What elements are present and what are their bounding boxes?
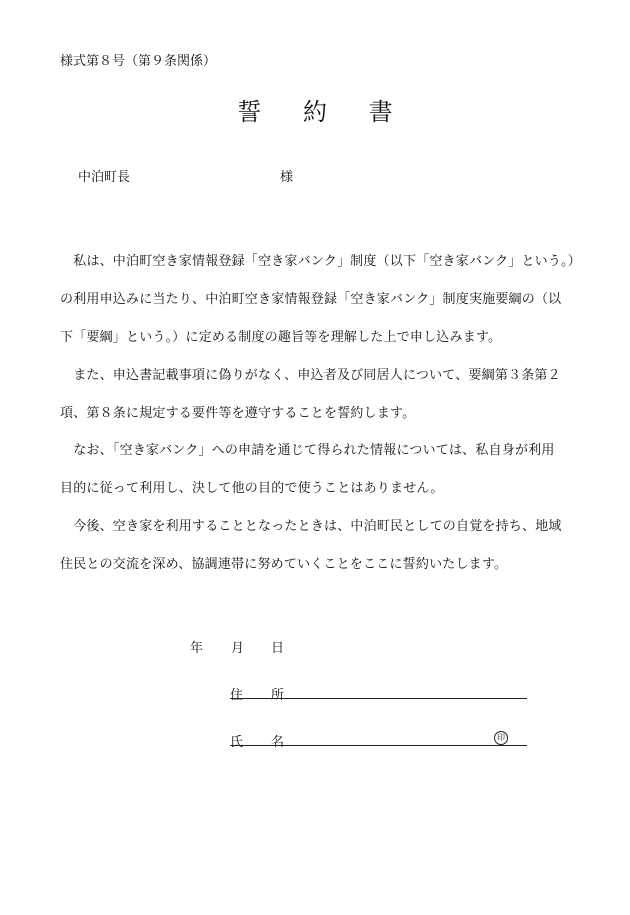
date-year: 年: [190, 641, 204, 656]
address-label-char-1: 住: [230, 688, 244, 703]
name-label-char-2: 名: [271, 735, 285, 750]
title-char-1: 誓: [237, 98, 262, 126]
body-line: なお、「空き家バンク」への申請を通じて得られた情報については、私自身が利用: [60, 443, 555, 458]
body-line: 目的に従って利用し、決して他の目的で使うことはありません。: [60, 481, 444, 496]
addressee: 中泊町長: [78, 170, 131, 185]
title-char-2: 約: [303, 98, 327, 126]
address-label-char-2: 所: [271, 688, 285, 703]
body-line: 項、第８条に規定する要件等を遵守することを誓約します。: [60, 406, 416, 421]
date-day: 日: [271, 641, 285, 656]
body-line: 今後、空き家を利用することとなったときは、中泊町民としての自覚を持ち、地域: [60, 519, 562, 534]
body-line: 私は、中泊町空き家情報登録「空き家バンク」制度（以下「空き家バンク」という。）: [60, 254, 581, 269]
body-line: の利用申込みに当たり、中泊町空き家情報登録「空き家バンク」制度実施要綱の（以: [60, 292, 562, 307]
address-field[interactable]: [230, 698, 527, 699]
form-number: 様式第８号（第９条関係）: [60, 54, 217, 69]
body-line: 下「要綱」という。）に定める制度の趣旨等を理解した上で申し込みます。: [60, 330, 502, 345]
honorific: 様: [280, 170, 294, 185]
body-line: 住民との交流を深め、協調連帯に努めていくことをここに誓約いたします。: [60, 557, 508, 572]
seal-mark: 印: [494, 731, 508, 745]
name-label-char-1: 氏: [230, 735, 244, 750]
date-month: 月: [231, 641, 245, 656]
name-field[interactable]: [230, 745, 527, 746]
document-title: [0, 92, 630, 127]
body-line: また、申込書記載事項に偽りがなく、申込者及び同居人について、要綱第３条第２: [60, 368, 561, 383]
title-char-3: 書: [368, 98, 393, 126]
